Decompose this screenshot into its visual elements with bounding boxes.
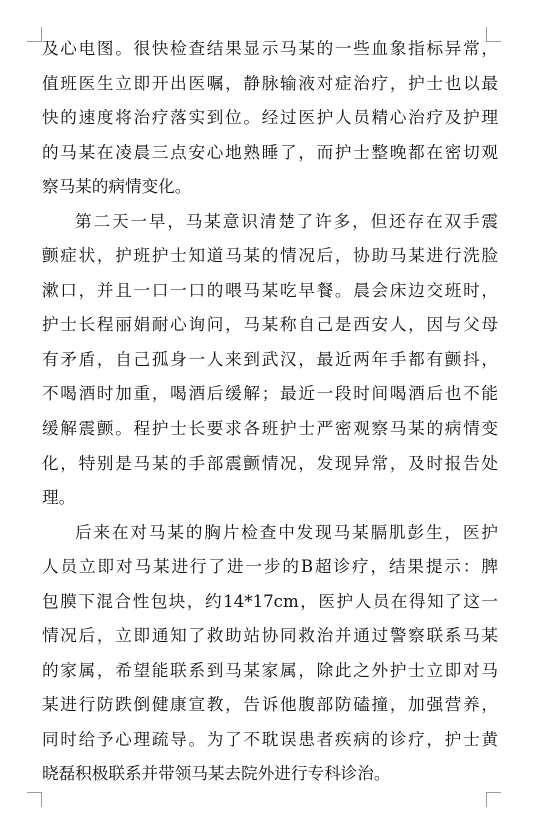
text-line: 护士长程丽娟耐心询问，马某称自己是西安人，因与父母: [42, 315, 498, 335]
paragraph-2: [42, 205, 498, 516]
text-line: 的马某在凌晨三点安心地熟睡了，而护士整晚都在密切观: [42, 142, 498, 162]
paragraph-1: [42, 32, 498, 205]
crop-mark-bottom-left: [27, 792, 42, 807]
text-line: 化，特别是马某的手部震颤情况，发现异常，及时报告处: [42, 453, 498, 473]
text-line: 后来在对马某的胸片检查中发现马某膈肌彭生，医护: [75, 522, 498, 542]
text-line: 漱口，并且一口一口的喂马某吃早餐。晨会床边交班时，: [42, 280, 498, 300]
crop-mark-bottom-right: [486, 792, 501, 807]
text-line: 第二天一早，马某意识清楚了许多，但还存在双手震: [75, 211, 498, 231]
text-line: 颤症状，护班护士知道马某的情况后，协助马某进行洗脸: [42, 246, 498, 266]
text-line: 察马某的病情变化。: [42, 177, 192, 197]
text-line: 有矛盾，自己孤身一人来到武汉，最近两年手都有颤抖，: [42, 349, 498, 369]
paragraph-3: [42, 516, 498, 792]
text-line: 缓解震颤。程护士长要求各班护士严密观察马某的病情变: [42, 419, 498, 439]
text-line: 情况后，立即通知了救助站协同救治并通过警察联系马某: [42, 626, 498, 646]
text-line: 晓磊积极联系并带领马某去院外进行专科诊治。: [42, 764, 391, 784]
text-line: 值班医生立即开出医嘱，静脉输液对症治疗，护士也以最: [42, 73, 498, 93]
text-line: 包膜下混合性包块，约14*17cm，医护人员在得知了这一: [42, 591, 498, 611]
text-line: 的家属，希望能联系到马某家属，除此之外护士立即对马: [42, 660, 498, 680]
text-line: 人员立即对马某进行了进一步的B超诊疗，结果提示：脾: [42, 557, 498, 577]
text-line: 理。: [42, 488, 76, 508]
document-body: [42, 32, 498, 792]
text-line: 快的速度将治疗落实到位。经过医护人员精心治疗及护理: [42, 108, 498, 128]
crop-mark-top-left: [27, 27, 42, 42]
text-line: 不喝酒时加重，喝酒后缓解；最近一段时间喝酒后也不能: [42, 384, 498, 404]
text-line: 某进行防跌倒健康宣教，告诉他腹部防磕撞，加强营养，: [42, 695, 498, 715]
text-line: 及心电图。很快检查结果显示马某的一些血象指标异常，: [42, 39, 498, 58]
text-line: 同时给予心理疏导。为了不耽误患者疾病的诊疗，护士黄: [42, 729, 498, 749]
